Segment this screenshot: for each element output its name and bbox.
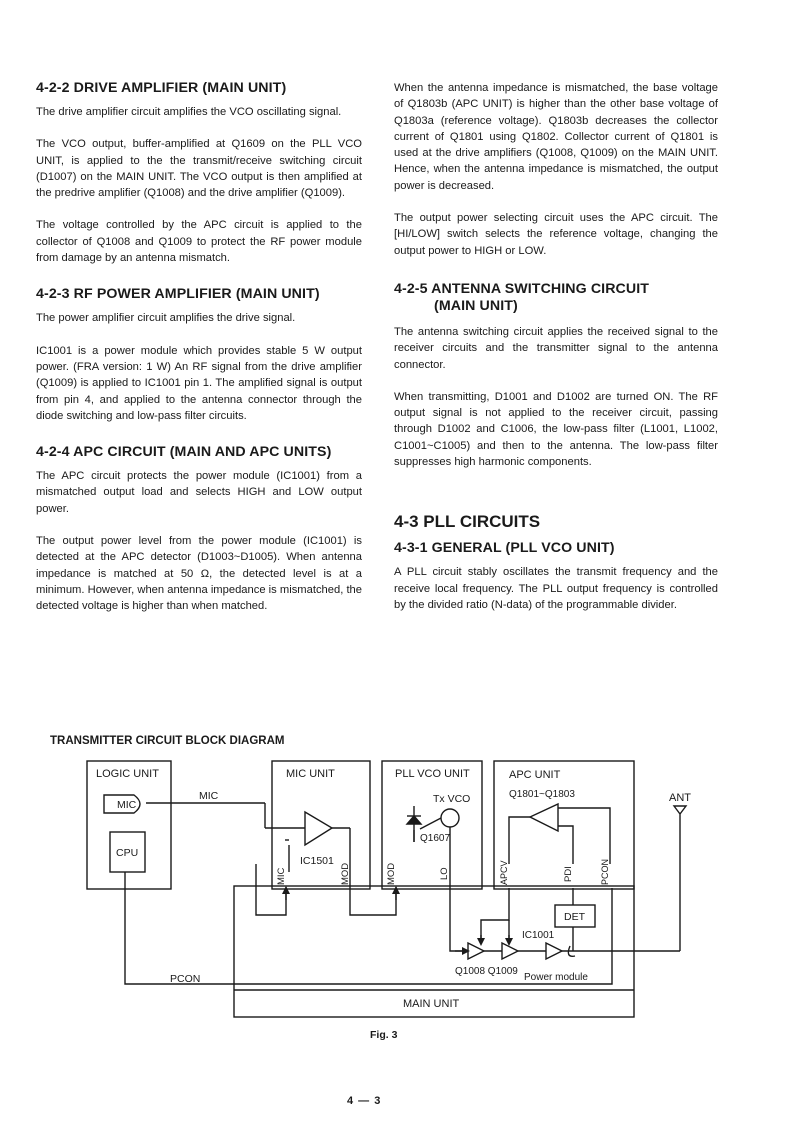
pll-vco-unit-label: PLL VCO UNIT bbox=[395, 768, 470, 780]
apc-unit-label: APC UNIT bbox=[509, 769, 561, 781]
q1008-q1009-label: Q1008 Q1009 bbox=[455, 966, 518, 977]
q1801-q1803-label: Q1801~Q1803 bbox=[509, 789, 575, 800]
ic1501-label: IC1501 bbox=[300, 855, 334, 867]
pin-mic-label: MIC bbox=[276, 867, 287, 885]
paragraph: When the antenna impedance is mismatched, the base voltage of Q1803b (APC UNIT) is higher than the other base voltage of Q1803a (reference voltage). Q1803b decreases the collector current of Q1801 using Q1802. Collector current of Q1801 is used at the drive amplifiers (Q1008, Q1009) on the MAIN UNIT. Hence, when the antenna impedance is mismatched, the output power is decreased. bbox=[394, 82, 718, 192]
ic1001-label: IC1001 bbox=[522, 930, 555, 941]
heading-4-2-4: 4-2-4 APC CIRCUIT (MAIN AND APC UNITS) bbox=[36, 444, 332, 461]
pll-vco-unit-box bbox=[382, 761, 482, 889]
heading-4-2-2: 4-2-2 DRIVE AMPLIFIER (MAIN UNIT) bbox=[36, 80, 287, 96]
mic-amp-triangle bbox=[305, 812, 332, 845]
mic-line-label: MIC bbox=[199, 790, 219, 802]
logic-unit-label: LOGIC UNIT bbox=[96, 768, 159, 780]
paragraph: The VCO output, buffer-amplified at Q1609 on the PLL VCO UNIT, is applied to the the transmit/receive switching circuit (D1007) on the MAIN UNIT. The VCO output is then amplified at the predrive amplifier (Q1008) and the drive amplifier (Q1009). bbox=[36, 138, 362, 200]
q1009-amp bbox=[502, 943, 518, 959]
tx-vco-label: Tx VCO bbox=[433, 793, 471, 805]
q1607-label: Q1607 bbox=[420, 833, 451, 844]
heading-4-2-3: 4-2-3 RF POWER AMPLIFIER (MAIN UNIT) bbox=[36, 286, 320, 303]
paragraph: The antenna switching circuit applies the received signal to the receiver circuits and the transmitter signal to the antenna connector. bbox=[394, 325, 718, 371]
paragraph: The output power selecting circuit uses the APC circuit. The [HI/LOW] switch selects the reference voltage, changing the output power to HIGH or LOW. bbox=[394, 212, 718, 257]
wires bbox=[125, 803, 680, 984]
ant-label: ANT bbox=[669, 792, 691, 804]
q1008-amp bbox=[468, 943, 484, 959]
page-number: 4 — 3 bbox=[347, 1095, 382, 1107]
cpu-label: CPU bbox=[116, 847, 139, 859]
antenna-icon bbox=[674, 806, 686, 951]
power-module-label: Power module bbox=[524, 972, 588, 983]
paragraph: The output power level from the power module (IC1001) is detected at the APC detector (D1003~D1005). When antenna impedance is matched at 50 Ω, the detected level is at a minimum. However, when antenna impedance is mismatched, the detected voltage is higher than when matched. bbox=[36, 535, 362, 613]
paragraph: IC1001 is a power module which provides stable 5 W output power. (FRA version: 1 W) An RF signal from the drive amplifier (Q1009) is applied to IC1001 pin 1. The amplified signal is output from pin 4, and applied to the antenna connector through the diode switching and low-pass filter circuits. bbox=[36, 344, 362, 422]
paragraph: When transmitting, D1001 and D1002 are turned ON. The RF output signal is not applied to the receiver circuit, passing through D1002 and C1006, the low-pass filter (L1001, L1002, C1001~C1005) and then to the antenna. The low-pass filter suppresses high harmonic components. bbox=[394, 390, 718, 469]
apc-amp-triangle bbox=[530, 804, 558, 831]
logic-unit-box bbox=[87, 761, 171, 889]
power-module-amp bbox=[546, 943, 562, 959]
paragraph: The voltage controlled by the APC circuit is applied to the collector of Q1008 and Q1009 to protect the RF power module from damage by an antenna mismatch. bbox=[36, 219, 362, 265]
pin-pcon-label: PCON bbox=[600, 858, 610, 885]
heading-4-2-5-line1: 4-2-5 ANTENNA SWITCHING CIRCUIT bbox=[394, 280, 650, 297]
pcon-label: PCON bbox=[170, 973, 201, 985]
figure-caption: Fig. 3 bbox=[370, 1029, 398, 1041]
det-label: DET bbox=[564, 911, 585, 923]
paragraph: The APC circuit protects the power module (IC1001) from a mismatched output load and selects HIGH and LOW output power. bbox=[36, 470, 362, 515]
pin-mod2-label: MOD bbox=[386, 862, 397, 885]
mic-box-label: MIC bbox=[117, 799, 137, 811]
paragraph: A PLL circuit stably oscillates the transmit frequency and the receive local frequency. The PLL output frequency is controlled by the divided ratio (N-data) of the programmable divider. bbox=[394, 566, 718, 611]
pin-pdi-label: PDI bbox=[563, 866, 574, 882]
pin-mod1-label: MOD bbox=[340, 862, 351, 885]
pin-lo-label: LO bbox=[439, 867, 450, 880]
heading-4-3: 4-3 PLL CIRCUITS bbox=[394, 512, 541, 532]
pin-apcv-label: APCV bbox=[499, 860, 509, 885]
main-unit-label: MAIN UNIT bbox=[403, 998, 460, 1010]
heading-4-2-5-line2: (MAIN UNIT) bbox=[434, 297, 518, 314]
diagram-title: TRANSMITTER CIRCUIT BLOCK DIAGRAM bbox=[50, 735, 285, 747]
heading-4-3-1: 4-3-1 GENERAL (PLL VCO UNIT) bbox=[394, 540, 615, 557]
paragraph: The power amplifier circuit amplifies the drive signal. bbox=[36, 312, 296, 325]
vco-oscillator-icon bbox=[441, 809, 459, 827]
mic-unit-label: MIC UNIT bbox=[286, 768, 335, 780]
paragraph: The drive amplifier circuit amplifies the VCO oscillating signal. bbox=[36, 106, 342, 118]
